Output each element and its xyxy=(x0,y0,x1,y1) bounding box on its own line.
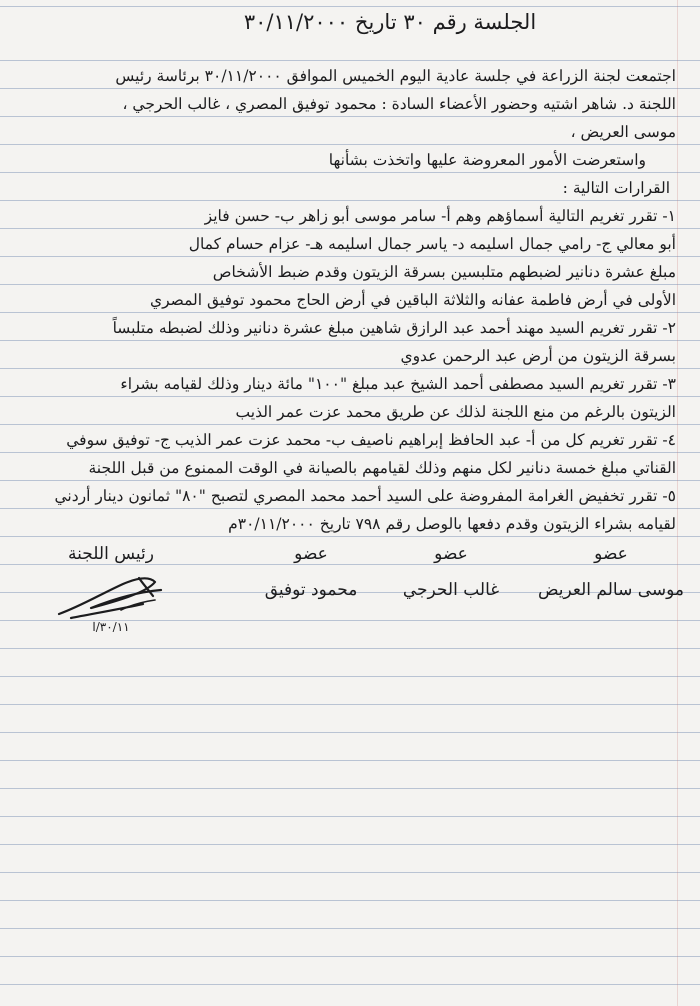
page-margin-line xyxy=(677,0,678,1006)
decision-4-line-2: القناتي مبلغ خمسة دنانير لكل منهم وذلك لقيامهم بالصيانة في الوقت الممنوع من قبل اللجنة xyxy=(88,459,676,477)
signature-name: محمود توفيق xyxy=(264,580,358,600)
chairman-signature-scribble xyxy=(51,570,171,624)
decisions-heading: القرارات التالية : xyxy=(562,179,670,197)
decision-1-line-1: ١- تقرر تغريم التالية أسماؤهم وهم أ- سامر موسى أبو زاهر ب- حسن فايز xyxy=(204,207,676,225)
decision-4-line-1: ٤- تقرر تغريم كل من أ- عبد الحافظ إبراهيم ناصيف ب- محمد عزت عمر الذيب ج- توفيق سوفي xyxy=(66,431,676,449)
decision-2-line-1: ٢- تقرر تغريم السيد مهند أحمد عبد الرازق شاهين مبلغ عشرة دنانير وذلك لضبطه متلبساً xyxy=(112,319,676,337)
minutes-line-3: موسى العريض ، xyxy=(570,123,676,141)
signature-role: عضو xyxy=(594,544,628,564)
signature-member-1 xyxy=(536,540,686,606)
decision-5-line-2: لقيامه بشراء الزيتون وقدم دفعها بالوصل رقم ٧٩٨ تاريخ ٣٠/١١/٢٠٠٠م xyxy=(228,515,676,533)
decision-2-line-2: بسرقة الزيتون من أرض عبد الرحمن عدوي xyxy=(400,347,676,365)
signature-name: موسى سالم العريض xyxy=(537,580,685,600)
decision-1-line-4: الأولى في أرض فاطمة عفانه والثلاثة الباقين في أرض الحاج محمود توفيق المصري xyxy=(149,291,676,309)
signature-member-3 xyxy=(236,540,386,606)
signature-role: عضو xyxy=(434,544,468,564)
signature-role: عضو xyxy=(294,544,328,564)
signature-block xyxy=(36,540,685,650)
minutes-line-2: اللجنة د. شاهر اشتيه وحضور الأعضاء السادة : محمود توفيق المصري ، غالب الحرجي ، xyxy=(122,95,676,113)
session-title: الجلسة رقم ٣٠ تاريخ ٣٠/١١/٢٠٠٠ xyxy=(243,10,537,34)
minutes-line-4: واستعرضت الأمور المعروضة عليها واتخذت بشأنها xyxy=(328,151,646,169)
minutes-body xyxy=(24,62,676,538)
decision-1-line-3: مبلغ عشرة دنانير لضبطهم متلبسين بسرقة الزيتون وقدم ضبط الأشخاص xyxy=(212,263,676,281)
signature-member-2 xyxy=(376,540,526,606)
signature-name: غالب الحرجي xyxy=(402,580,500,600)
decision-1-line-2: أبو معالي ج- رامي جمال اسليمه د- ياسر جمال اسليمه هـ- عزام حسام كمال xyxy=(188,235,676,253)
decision-3-line-1: ٣- تقرر تغريم السيد مصطفى أحمد الشيخ عبد مبلغ "١٠٠" مائة دينار وذلك لقيامه بشراء xyxy=(120,375,676,393)
minutes-line-1: اجتمعت لجنة الزراعة في جلسة عادية اليوم الخميس الموافق ٣٠/١١/٢٠٠٠ برئاسة رئيس xyxy=(115,67,676,85)
signature-chairman xyxy=(36,540,186,634)
signature-role: رئيس اللجنة xyxy=(68,544,154,564)
signature-date: ٣٠/١١/ا xyxy=(92,620,130,634)
decision-3-line-2: الزيتون بالرغم من منع اللجنة لذلك عن طريق محمد عزت عمر الذيب xyxy=(235,403,676,421)
decision-5-line-1: ٥- تقرر تخفيض الغرامة المفروضة على السيد أحمد محمد المصري لتصبح "٨٠" ثمانون دينار أردني xyxy=(54,487,676,505)
